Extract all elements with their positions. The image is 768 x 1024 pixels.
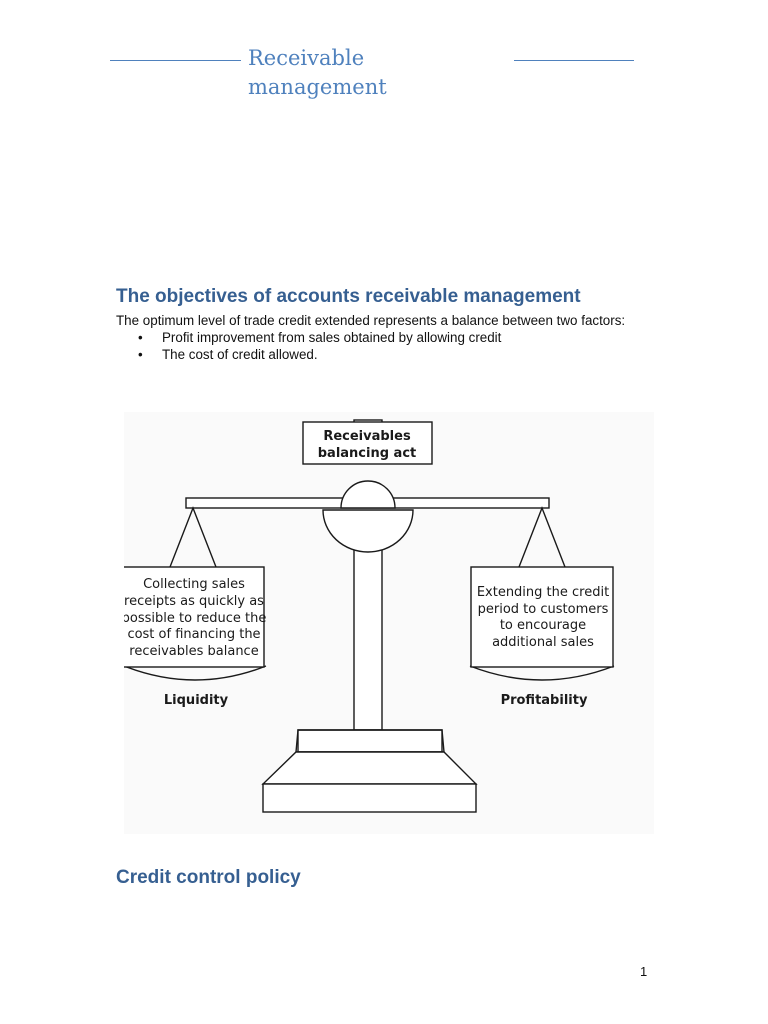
- right-box-line-2: period to customers: [477, 602, 609, 617]
- page-number: 1: [640, 964, 648, 979]
- base-trapezoid: [263, 752, 476, 784]
- liquidity-label: Liquidity: [163, 693, 229, 708]
- objectives-paragraph: [116, 312, 656, 363]
- right-box-line-3: to encourage: [499, 618, 587, 633]
- left-box-line-3: possible to reduce the: [124, 611, 267, 626]
- base-block: [263, 784, 476, 812]
- right-box-line-4: additional sales: [492, 635, 594, 650]
- right-box-line-1: Extending the credit: [476, 585, 610, 600]
- profitability-label: Profitability: [500, 693, 588, 708]
- section-heading-credit-control: Credit control policy: [116, 867, 301, 888]
- factor-list: [116, 329, 656, 363]
- list-item: [116, 329, 656, 346]
- base-top-slab: [298, 730, 442, 752]
- right-pan-box: [471, 567, 613, 667]
- balancing-act-diagram: [124, 412, 654, 834]
- bullet-icon: •: [138, 347, 143, 362]
- bullet-icon: •: [138, 330, 143, 345]
- left-box-line-4: cost of financing the: [127, 627, 261, 642]
- scale-illustration: [124, 412, 654, 834]
- header-rule-left: [110, 60, 241, 61]
- intro-text: The optimum level of trade credit extended represents a balance between two factors:: [116, 313, 626, 328]
- scale-pole: [354, 524, 382, 730]
- left-box-line-2: receipts as quickly as: [124, 594, 264, 609]
- left-box-line-5: receivables balance: [129, 644, 259, 659]
- list-item-text: The cost of credit allowed.: [162, 347, 318, 362]
- top-label-line-2: balancing act: [317, 446, 417, 461]
- list-item-text: Profit improvement from sales obtained by allowing credit: [162, 330, 502, 345]
- list-item: [116, 346, 656, 363]
- left-box-line-1: Collecting sales: [143, 577, 245, 592]
- header-rule-right: [514, 60, 634, 61]
- section-heading-objectives: The objectives of accounts receivable management: [116, 286, 581, 307]
- document-title: Receivable management: [248, 46, 387, 99]
- top-label-line-1: Receivables: [323, 429, 411, 444]
